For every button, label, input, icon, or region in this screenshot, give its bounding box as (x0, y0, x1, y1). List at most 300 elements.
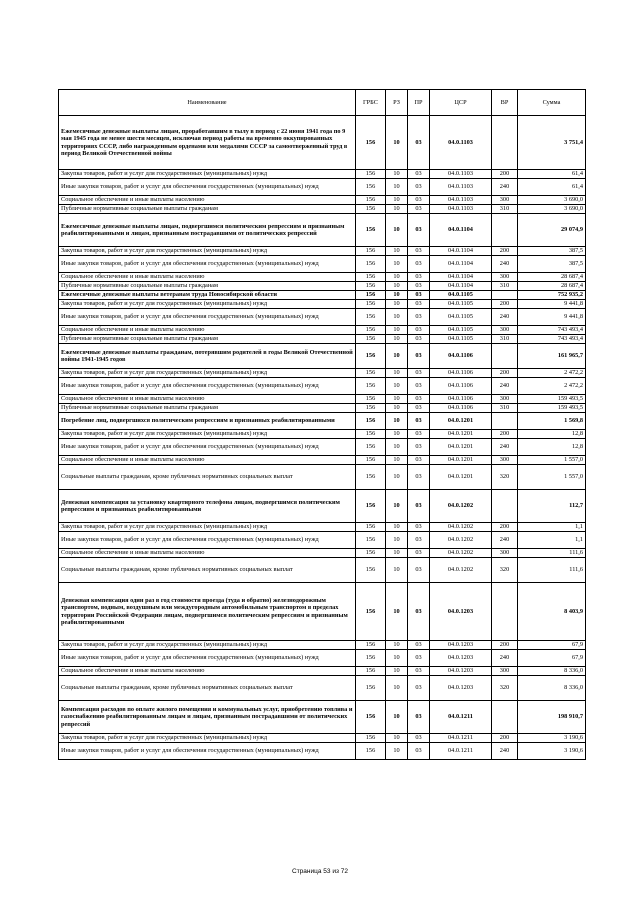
cell-csr: 04.0.1201 (430, 456, 492, 465)
cell-name: Социальное обеспечение и иные выплаты населению (59, 326, 356, 335)
cell-rz: 10 (386, 179, 408, 196)
cell-pr: 03 (408, 395, 430, 404)
cell-csr: 04.0.1202 (430, 549, 492, 558)
table-header-row (59, 90, 586, 116)
cell-grbs: 156 (356, 179, 386, 196)
cell-grbs: 156 (356, 395, 386, 404)
cell-name: Иные закупки товаров, работ и услуг для обеспечения государственных (муниципальных) нужд (59, 743, 356, 760)
cell-rz: 10 (386, 291, 408, 300)
cell-rz: 10 (386, 196, 408, 205)
cell-rz: 10 (386, 300, 408, 309)
cell-csr: 04.0.1202 (430, 532, 492, 549)
cell-grbs: 156 (356, 116, 386, 170)
cell-name: Иные закупки товаров, работ и услуг для обеспечения государственных (муниципальных) нужд (59, 650, 356, 667)
cell-sum: 1 569,8 (518, 413, 586, 430)
cell-sum: 161 965,7 (518, 344, 586, 369)
table-row (59, 205, 586, 214)
table-row (59, 549, 586, 558)
cell-name: Социальное обеспечение и иные выплаты населению (59, 196, 356, 205)
cell-vr: 200 (492, 300, 518, 309)
cell-pr: 03 (408, 344, 430, 369)
cell-csr: 04.0.1203 (430, 650, 492, 667)
cell-rz: 10 (386, 456, 408, 465)
cell-pr: 03 (408, 291, 430, 300)
cell-csr: 04.0.1103 (430, 205, 492, 214)
cell-csr: 04.0.1106 (430, 378, 492, 395)
cell-rz: 10 (386, 273, 408, 282)
cell-grbs: 156 (356, 378, 386, 395)
table-row (59, 256, 586, 273)
table-row (59, 369, 586, 378)
table-row-section (59, 490, 586, 523)
cell-sum: 1 557,0 (518, 465, 586, 490)
cell-name: Иные закупки товаров, работ и услуг для обеспечения государственных (муниципальных) нужд (59, 378, 356, 395)
cell-vr: 310 (492, 335, 518, 344)
cell-vr: 200 (492, 523, 518, 532)
cell-name: Социальное обеспечение и иные выплаты населению (59, 273, 356, 282)
cell-vr (492, 344, 518, 369)
cell-grbs: 156 (356, 300, 386, 309)
cell-rz: 10 (386, 214, 408, 247)
cell-vr: 240 (492, 179, 518, 196)
cell-csr: 04.0.1106 (430, 344, 492, 369)
cell-rz: 10 (386, 650, 408, 667)
table-row (59, 326, 586, 335)
cell-vr: 310 (492, 205, 518, 214)
cell-csr: 04.0.1202 (430, 490, 492, 523)
budget-table-container (58, 89, 585, 760)
cell-csr: 04.0.1103 (430, 179, 492, 196)
cell-name: Погребение лиц, подвергшихся политическим репрессиям и признанных реабилитированными (59, 413, 356, 430)
cell-sum: 12,8 (518, 439, 586, 456)
cell-name: Закупка товаров, работ и услуг для государственных (муниципальных) нужд (59, 641, 356, 650)
cell-sum: 159 493,5 (518, 404, 586, 413)
table-row (59, 641, 586, 650)
cell-vr: 320 (492, 558, 518, 583)
cell-grbs: 156 (356, 456, 386, 465)
cell-vr: 200 (492, 430, 518, 439)
cell-sum: 743 493,4 (518, 326, 586, 335)
cell-vr (492, 214, 518, 247)
cell-grbs: 156 (356, 335, 386, 344)
cell-grbs: 156 (356, 205, 386, 214)
cell-sum: 3 190,6 (518, 734, 586, 743)
table-row-section (59, 413, 586, 430)
cell-grbs: 156 (356, 196, 386, 205)
cell-name: Ежемесячные денежные выплаты лицам, подвергшимся политическим репрессиям и признанным реабилитированными и лицам, признанным пострадавшими от политических репрессий (59, 214, 356, 247)
cell-vr: 300 (492, 395, 518, 404)
cell-rz: 10 (386, 523, 408, 532)
cell-grbs: 156 (356, 439, 386, 456)
cell-name: Социальные выплаты гражданам, кроме публичных нормативных социальных выплат (59, 558, 356, 583)
cell-pr: 03 (408, 641, 430, 650)
cell-rz: 10 (386, 641, 408, 650)
cell-vr: 200 (492, 734, 518, 743)
cell-sum: 1 557,0 (518, 456, 586, 465)
cell-vr (492, 701, 518, 734)
table-row (59, 650, 586, 667)
cell-rz: 10 (386, 430, 408, 439)
cell-grbs: 156 (356, 344, 386, 369)
cell-csr: 04.0.1104 (430, 214, 492, 247)
cell-name: Публичные нормативные социальные выплаты гражданам (59, 404, 356, 413)
cell-grbs: 156 (356, 282, 386, 291)
cell-vr: 200 (492, 641, 518, 650)
cell-rz: 10 (386, 439, 408, 456)
cell-csr: 04.0.1104 (430, 273, 492, 282)
cell-vr (492, 490, 518, 523)
cell-name: Ежемесячные денежные выплаты лицам, проработавшим в тылу в период с 22 июня 1941 года по 9 мая 1945 года не менее шести месяцев, исключая период работы на временно оккупированных территориях СССР, либо награжденным орденами или медалями СССР за самоотверженный труд в период Великой Отечественной войны (59, 116, 356, 170)
cell-rz: 10 (386, 335, 408, 344)
cell-name: Закупка товаров, работ и услуг для государственных (муниципальных) нужд (59, 170, 356, 179)
cell-rz: 10 (386, 256, 408, 273)
cell-rz: 10 (386, 378, 408, 395)
cell-pr: 03 (408, 335, 430, 344)
cell-name: Закупка товаров, работ и услуг для государственных (муниципальных) нужд (59, 734, 356, 743)
cell-csr: 04.0.1106 (430, 404, 492, 413)
table-row (59, 667, 586, 676)
table-row-section (59, 701, 586, 734)
table-row-section (59, 344, 586, 369)
cell-vr: 300 (492, 549, 518, 558)
cell-sum: 61,4 (518, 170, 586, 179)
cell-pr: 03 (408, 378, 430, 395)
cell-vr (492, 583, 518, 641)
table-row (59, 282, 586, 291)
cell-name: Закупка товаров, работ и услуг для государственных (муниципальных) нужд (59, 369, 356, 378)
cell-pr: 03 (408, 326, 430, 335)
cell-sum: 29 074,9 (518, 214, 586, 247)
cell-vr: 300 (492, 326, 518, 335)
cell-pr: 03 (408, 743, 430, 760)
cell-pr: 03 (408, 170, 430, 179)
cell-pr: 03 (408, 196, 430, 205)
cell-rz: 10 (386, 309, 408, 326)
cell-name: Социальное обеспечение и иные выплаты населению (59, 549, 356, 558)
cell-grbs: 156 (356, 326, 386, 335)
cell-grbs: 156 (356, 430, 386, 439)
cell-grbs: 156 (356, 214, 386, 247)
cell-name: Иные закупки товаров, работ и услуг для обеспечения государственных (муниципальных) нужд (59, 309, 356, 326)
cell-grbs: 156 (356, 247, 386, 256)
cell-name: Иные закупки товаров, работ и услуг для обеспечения государственных (муниципальных) нужд (59, 179, 356, 196)
cell-pr: 03 (408, 549, 430, 558)
table-row (59, 465, 586, 490)
cell-sum: 111,6 (518, 558, 586, 583)
cell-pr: 03 (408, 701, 430, 734)
cell-csr: 04.0.1105 (430, 326, 492, 335)
cell-vr: 310 (492, 404, 518, 413)
table-row (59, 170, 586, 179)
cell-vr: 200 (492, 170, 518, 179)
cell-vr: 300 (492, 667, 518, 676)
table-row (59, 300, 586, 309)
cell-sum: 3 690,0 (518, 205, 586, 214)
cell-rz: 10 (386, 344, 408, 369)
cell-name: Социальное обеспечение и иные выплаты населению (59, 456, 356, 465)
table-row-section (59, 214, 586, 247)
cell-vr: 320 (492, 465, 518, 490)
cell-csr: 04.0.1202 (430, 558, 492, 583)
cell-grbs: 156 (356, 532, 386, 549)
cell-sum: 67,9 (518, 641, 586, 650)
cell-rz: 10 (386, 743, 408, 760)
cell-name: Закупка товаров, работ и услуг для государственных (муниципальных) нужд (59, 430, 356, 439)
cell-pr: 03 (408, 369, 430, 378)
cell-vr: 300 (492, 273, 518, 282)
cell-sum: 8 336,0 (518, 676, 586, 701)
cell-name: Компенсация расходов по оплате жилого помещения и коммунальных услуг, приобретению топлива и газоснабжению реабилитированным лицам и лицам, признанным пострадавшими от политических репрессий (59, 701, 356, 734)
header-rz: РЗ (386, 90, 408, 116)
cell-grbs: 156 (356, 309, 386, 326)
table-row (59, 430, 586, 439)
cell-sum: 198 910,7 (518, 701, 586, 734)
cell-pr: 03 (408, 667, 430, 676)
cell-name: Ежемесячные денежные выплаты гражданам, потерявшим родителей в годы Великой Отечественной войны 1941-1945 годов (59, 344, 356, 369)
cell-sum: 752 935,2 (518, 291, 586, 300)
cell-grbs: 156 (356, 256, 386, 273)
cell-grbs: 156 (356, 490, 386, 523)
cell-name: Закупка товаров, работ и услуг для государственных (муниципальных) нужд (59, 523, 356, 532)
cell-vr (492, 291, 518, 300)
cell-grbs: 156 (356, 667, 386, 676)
table-row (59, 456, 586, 465)
cell-pr: 03 (408, 413, 430, 430)
cell-vr (492, 413, 518, 430)
cell-csr: 04.0.1103 (430, 170, 492, 179)
cell-rz: 10 (386, 490, 408, 523)
cell-name: Закупка товаров, работ и услуг для государственных (муниципальных) нужд (59, 300, 356, 309)
cell-pr: 03 (408, 676, 430, 701)
cell-grbs: 156 (356, 743, 386, 760)
cell-name: Иные закупки товаров, работ и услуг для обеспечения государственных (муниципальных) нужд (59, 532, 356, 549)
cell-sum: 112,7 (518, 490, 586, 523)
cell-grbs: 156 (356, 170, 386, 179)
cell-name: Денежная компенсация один раз в год стоимости проезда (туда и обратно) железнодорожным транспортом, водным, воздушным или междугородным автомобильным транспортом в пределах территории Российской Федерации лицам, подвергшимся политическим репрессиям и признанным реабилитированными (59, 583, 356, 641)
cell-pr: 03 (408, 532, 430, 549)
header-csr: ЦСР (430, 90, 492, 116)
cell-rz: 10 (386, 170, 408, 179)
cell-sum: 9 441,8 (518, 300, 586, 309)
header-vr: ВР (492, 90, 518, 116)
cell-pr: 03 (408, 205, 430, 214)
cell-grbs: 156 (356, 701, 386, 734)
cell-sum: 67,9 (518, 650, 586, 667)
cell-name: Ежемесячные денежные выплаты ветеранам труда Новосибирской области (59, 291, 356, 300)
cell-csr: 04.0.1203 (430, 583, 492, 641)
cell-pr: 03 (408, 116, 430, 170)
cell-grbs: 156 (356, 549, 386, 558)
cell-vr: 200 (492, 369, 518, 378)
cell-sum: 743 493,4 (518, 335, 586, 344)
cell-rz: 10 (386, 676, 408, 701)
cell-rz: 10 (386, 667, 408, 676)
cell-sum: 8 336,0 (518, 667, 586, 676)
cell-rz: 10 (386, 205, 408, 214)
cell-csr: 04.0.1201 (430, 430, 492, 439)
cell-name: Социальное обеспечение и иные выплаты населению (59, 667, 356, 676)
table-row (59, 532, 586, 549)
cell-sum: 61,4 (518, 179, 586, 196)
cell-rz: 10 (386, 465, 408, 490)
cell-sum: 387,5 (518, 256, 586, 273)
table-row (59, 676, 586, 701)
table-row (59, 558, 586, 583)
cell-grbs: 156 (356, 523, 386, 532)
cell-pr: 03 (408, 734, 430, 743)
cell-sum: 111,6 (518, 549, 586, 558)
cell-rz: 10 (386, 734, 408, 743)
cell-name: Социальное обеспечение и иные выплаты населению (59, 395, 356, 404)
cell-pr: 03 (408, 523, 430, 532)
cell-grbs: 156 (356, 291, 386, 300)
cell-pr: 03 (408, 650, 430, 667)
cell-csr: 04.0.1105 (430, 291, 492, 300)
cell-pr: 03 (408, 490, 430, 523)
cell-rz: 10 (386, 116, 408, 170)
cell-vr: 240 (492, 743, 518, 760)
header-grbs: ГРБС (356, 90, 386, 116)
table-row-section (59, 116, 586, 170)
cell-rz: 10 (386, 395, 408, 404)
cell-pr: 03 (408, 439, 430, 456)
cell-vr (492, 116, 518, 170)
cell-vr: 240 (492, 256, 518, 273)
table-row (59, 743, 586, 760)
cell-vr: 200 (492, 247, 518, 256)
cell-csr: 04.0.1106 (430, 395, 492, 404)
cell-pr: 03 (408, 583, 430, 641)
table-row (59, 196, 586, 205)
cell-vr: 240 (492, 309, 518, 326)
cell-csr: 04.0.1104 (430, 247, 492, 256)
cell-sum: 159 493,5 (518, 395, 586, 404)
table-row (59, 378, 586, 395)
cell-csr: 04.0.1201 (430, 413, 492, 430)
cell-rz: 10 (386, 583, 408, 641)
table-row (59, 247, 586, 256)
header-name: Наименование (59, 90, 356, 116)
cell-grbs: 156 (356, 734, 386, 743)
cell-vr: 240 (492, 650, 518, 667)
cell-csr: 04.0.1203 (430, 667, 492, 676)
cell-csr: 04.0.1201 (430, 465, 492, 490)
cell-name: Социальные выплаты гражданам, кроме публичных нормативных социальных выплат (59, 465, 356, 490)
cell-grbs: 156 (356, 641, 386, 650)
cell-grbs: 156 (356, 465, 386, 490)
budget-table (58, 89, 586, 760)
cell-vr: 320 (492, 676, 518, 701)
cell-grbs: 156 (356, 650, 386, 667)
cell-sum: 8 403,9 (518, 583, 586, 641)
cell-sum: 12,8 (518, 430, 586, 439)
cell-csr: 04.0.1104 (430, 256, 492, 273)
cell-csr: 04.0.1104 (430, 282, 492, 291)
cell-name: Иные закупки товаров, работ и услуг для обеспечения государственных (муниципальных) нужд (59, 256, 356, 273)
cell-vr: 310 (492, 282, 518, 291)
cell-pr: 03 (408, 256, 430, 273)
table-row (59, 734, 586, 743)
cell-rz: 10 (386, 532, 408, 549)
cell-csr: 04.0.1203 (430, 676, 492, 701)
cell-rz: 10 (386, 282, 408, 291)
table-row (59, 335, 586, 344)
cell-csr: 04.0.1105 (430, 335, 492, 344)
cell-vr: 300 (492, 196, 518, 205)
cell-sum: 1,1 (518, 532, 586, 549)
cell-name: Публичные нормативные социальные выплаты гражданам (59, 282, 356, 291)
page-footer: Страница 53 из 72 (292, 868, 348, 875)
cell-sum: 9 441,8 (518, 309, 586, 326)
cell-sum: 3 190,6 (518, 743, 586, 760)
cell-pr: 03 (408, 300, 430, 309)
cell-name: Публичные нормативные социальные выплаты гражданам (59, 335, 356, 344)
cell-grbs: 156 (356, 273, 386, 282)
cell-grbs: 156 (356, 413, 386, 430)
cell-grbs: 156 (356, 558, 386, 583)
cell-rz: 10 (386, 701, 408, 734)
cell-grbs: 156 (356, 676, 386, 701)
cell-pr: 03 (408, 430, 430, 439)
cell-pr: 03 (408, 404, 430, 413)
table-row-section (59, 291, 586, 300)
cell-csr: 04.0.1201 (430, 439, 492, 456)
cell-vr: 240 (492, 532, 518, 549)
table-body (59, 116, 586, 760)
cell-vr: 300 (492, 456, 518, 465)
cell-csr: 04.0.1103 (430, 116, 492, 170)
cell-csr: 04.0.1211 (430, 701, 492, 734)
cell-sum: 1,1 (518, 523, 586, 532)
cell-pr: 03 (408, 247, 430, 256)
cell-name: Иные закупки товаров, работ и услуг для обеспечения государственных (муниципальных) нужд (59, 439, 356, 456)
cell-pr: 03 (408, 214, 430, 247)
cell-rz: 10 (386, 413, 408, 430)
cell-pr: 03 (408, 309, 430, 326)
table-row-section (59, 583, 586, 641)
cell-csr: 04.0.1211 (430, 734, 492, 743)
cell-pr: 03 (408, 456, 430, 465)
cell-pr: 03 (408, 273, 430, 282)
cell-csr: 04.0.1203 (430, 641, 492, 650)
cell-vr: 240 (492, 439, 518, 456)
cell-sum: 387,5 (518, 247, 586, 256)
cell-sum: 3 690,0 (518, 196, 586, 205)
cell-pr: 03 (408, 558, 430, 583)
cell-name: Закупка товаров, работ и услуг для государственных (муниципальных) нужд (59, 247, 356, 256)
table-row (59, 523, 586, 532)
cell-csr: 04.0.1202 (430, 523, 492, 532)
table-row (59, 404, 586, 413)
cell-pr: 03 (408, 179, 430, 196)
cell-name: Социальные выплаты гражданам, кроме публичных нормативных социальных выплат (59, 676, 356, 701)
cell-sum: 2 472,2 (518, 369, 586, 378)
cell-rz: 10 (386, 326, 408, 335)
cell-rz: 10 (386, 369, 408, 378)
table-row (59, 273, 586, 282)
cell-csr: 04.0.1105 (430, 309, 492, 326)
cell-pr: 03 (408, 465, 430, 490)
cell-grbs: 156 (356, 404, 386, 413)
cell-name: Публичные нормативные социальные выплаты гражданам (59, 205, 356, 214)
cell-sum: 3 751,4 (518, 116, 586, 170)
table-row (59, 439, 586, 456)
header-sum: Сумма (518, 90, 586, 116)
cell-rz: 10 (386, 558, 408, 583)
cell-sum: 28 687,4 (518, 282, 586, 291)
cell-sum: 2 472,2 (518, 378, 586, 395)
cell-csr: 04.0.1211 (430, 743, 492, 760)
